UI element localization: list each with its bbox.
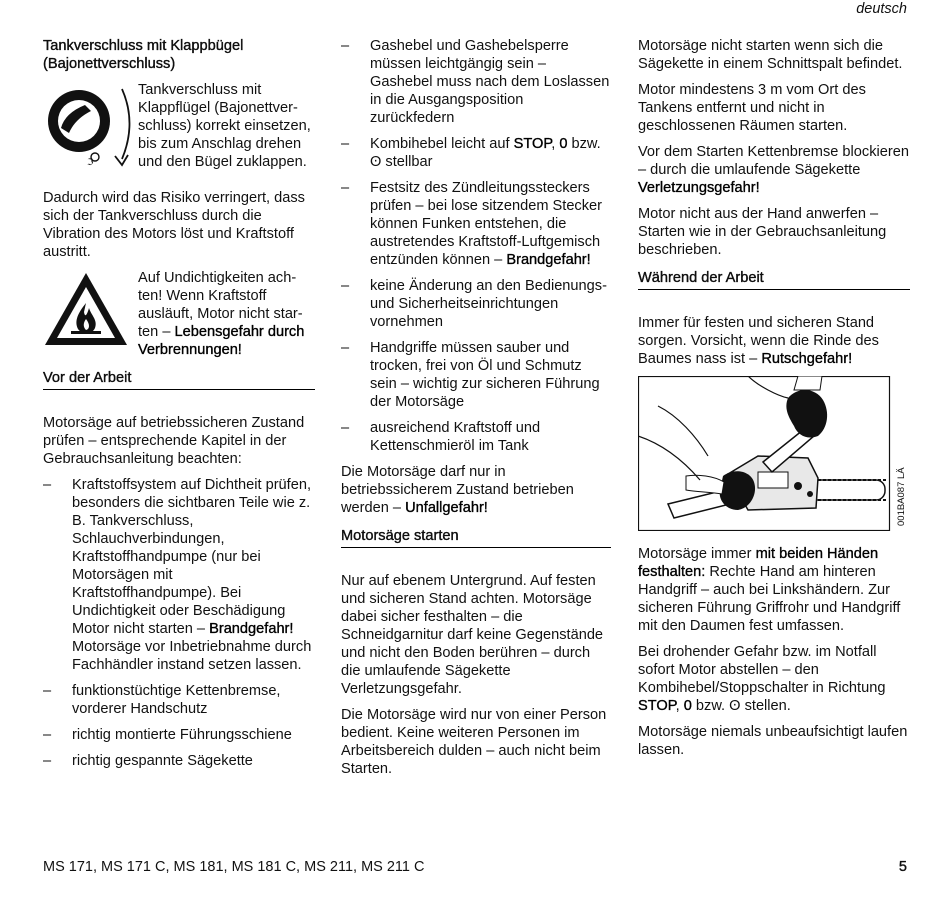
- safe-condition-paragraph: [341, 463, 611, 517]
- no-start-in-cut: Motorsäge nicht starten wenn sich die Sägekette in einem Schnittspalt befindet.: [638, 38, 903, 72]
- list-item: – Handgriffe müssen sauber und trocken, frei von Öl und Schmutz sein – wichtig zur sicheren Führung der Motorsäge: [341, 339, 611, 411]
- list-item: – funktionstüchtige Kettenbremse, vorderer Handschutz: [43, 682, 315, 718]
- master-control-text: Kombihebel leicht auf: [370, 136, 510, 152]
- column-left: [43, 37, 315, 778]
- two-hands-emphasis: mit beiden Händen festhalten:: [638, 546, 879, 580]
- chain-brake-paragraph: [638, 143, 910, 197]
- dealer-repair-note: Motorsäge vor Inbetriebnahme durch Fachhändler instand setzen lassen.: [72, 639, 312, 673]
- fire-hazard-warning: Brandgefahr!: [506, 252, 591, 268]
- svg-text:ℑ: ℑ: [87, 157, 94, 167]
- chainsaw-grip-illustration: [638, 376, 910, 531]
- language-label: deutsch: [856, 1, 907, 17]
- two-hands-text: Motorsäge immer: [638, 546, 752, 562]
- during-work-heading: Während der Arbeit: [638, 269, 910, 290]
- fire-warning-row: [43, 269, 315, 359]
- list-item: – ausreichend Kraftstoff und Kettenschmieröl im Tank: [341, 419, 611, 455]
- fire-warning-emphasis: Lebensgefahr durch Verbrennungen!: [138, 324, 305, 358]
- accident-hazard-warning: Unfallgefahr!: [405, 500, 488, 516]
- stop-label: STOP: [638, 698, 676, 714]
- emergency-stop-paragraph: [638, 643, 910, 715]
- list-item: – Gashebel und Gashebelsperre müssen leichtgängig sein – Gashebel muss nach dem Loslassen in die Ausgangsposition zurückfedern: [341, 37, 611, 127]
- safe-condition-text: Die Motorsäge darf nur in betriebssicherem Zustand betrieben werden –: [341, 464, 574, 516]
- master-control-end: stellbar: [385, 154, 433, 170]
- fire-warning-body: Auf Undichtigkeiten ach-ten! Wenn Kraftstoff ausläuft, Motor nicht star-ten –: [138, 270, 303, 340]
- list-item: – richtig montierte Führungsschiene: [43, 726, 315, 744]
- separator: ,: [551, 136, 556, 152]
- injury-hazard-warning: Verletzungsgefahr!: [638, 180, 760, 196]
- starting-heading: Motorsäge starten: [341, 527, 611, 548]
- list-item: [341, 135, 611, 171]
- list-item: [43, 476, 315, 674]
- slip-hazard-warning: Rutschgefahr!: [761, 351, 853, 367]
- starting-paragraph-1: Nur auf ebenem Untergrund. Auf festen und sicheren Stand achten. Motorsäge dabei sicher festhalten – die Schneidgarnitur darf keine Gegenstände und nicht den Boden berühren – durch die umlaufende Sägekette Verletzungsgefahr.: [341, 573, 604, 697]
- fire-hazard-warning: Brandgefahr!: [209, 621, 294, 637]
- fire-warning-icon: [43, 269, 138, 354]
- before-work-intro: Motorsäge auf betriebssicheren Zustand prüfen – entsprechende Kapitel in der Gebrauchsanleitung beachten:: [43, 415, 305, 467]
- list-item: – richtig gespannte Sägekette: [43, 752, 315, 770]
- tank-cap-heading: Tankverschluss mit Klappbügel (Bajonettverschluss): [43, 38, 244, 72]
- check-list-continued: [341, 37, 611, 455]
- unattended-paragraph: Motorsäge niemals unbeaufsichtigt laufen lassen.: [638, 724, 908, 758]
- figure-code: 001BA087 LÄ: [896, 467, 907, 526]
- two-hands-paragraph: [638, 545, 910, 635]
- emergency-text: Bei drohender Gefahr bzw. im Notfall sofort Motor abstellen – den Kombihebel/Stoppschalter in Richtung: [638, 644, 886, 696]
- zero-label: 0: [559, 136, 568, 152]
- list-item: – keine Änderung an den Bedienungs- und Sicherheitseinrichtungen vornehmen: [341, 277, 611, 331]
- stop-symbol-icon: ʘ: [370, 154, 382, 170]
- stop-label: STOP: [513, 136, 552, 152]
- list-item: [341, 179, 611, 269]
- starting-paragraph-2: Die Motorsäge wird nur von einer Person bedient. Keine weiteren Personen im Arbeitsbereich dulden – auch nicht beim Starten.: [341, 707, 607, 777]
- separator: ,: [675, 698, 680, 714]
- conjunction: bzw.: [571, 136, 601, 152]
- tank-cap-icon: [43, 81, 138, 181]
- fuel-system-check: Kraftstoffsystem auf Dichtheit prüfen, besonders die sichtbaren Teile wie z. B. Tankverschluss, Schlauchverbindungen, Kraftstoffhandpumpe (nur bei Motorsägen mit Kraftstoffhandpumpe). Bei Undichtigkeit oder Beschädigung Motor nicht starten –: [72, 477, 312, 637]
- before-work-heading: Vor der Arbeit: [43, 369, 315, 390]
- chain-brake-text: Vor dem Starten Kettenbremse blockieren – durch die umlaufende Sägekette: [638, 144, 909, 178]
- emergency-end: stellen.: [744, 698, 791, 714]
- stop-symbol-icon: ʘ: [729, 698, 741, 714]
- tank-cap-instruction: Tankverschluss mit Klappflügel (Bajonettver-schluss) korrekt einsetzen, bis zum Anschlag drehen und den Bügel zuklappen.: [138, 82, 311, 170]
- page-number: 5: [898, 859, 907, 875]
- conjunction: bzw.: [695, 698, 726, 714]
- tank-cap-figure-row: [43, 81, 315, 181]
- no-drop-start: Motor nicht aus der Hand anwerfen – Starten wie in der Gebrauchsanleitung beschrieben.: [638, 206, 887, 258]
- grip-instructions: Rechte Hand am hinteren Handgriff – auch bei Linkshändern. Zur sicheren Führung Griffrohr und Handgriff mit den Daumen fest umfassen.: [638, 564, 901, 634]
- before-work-list: [43, 476, 315, 770]
- zero-label: 0: [683, 698, 692, 714]
- spark-plug-check: Festsitz des Zündleitungssteckers prüfen – bei lose sitzendem Stecker können Funken entstehen, die austretendes Kraftstoff-Luftgemisch entzünden können –: [370, 180, 603, 268]
- fire-warning-text: [138, 269, 315, 359]
- tank-cap-paragraph: Dadurch wird das Risiko verringert, dass sich der Tankverschluss durch die Vibration des Motors löst und Kraftstoff austritt.: [43, 190, 305, 260]
- column-right: [638, 37, 910, 767]
- start-distance: Motor mindestens 3 m vom Ort des Tankens entfernt und nicht in geschlossenen Räumen starten.: [638, 82, 866, 134]
- column-middle: [341, 37, 611, 786]
- footing-paragraph: [638, 314, 910, 368]
- footing-text: Immer für festen und sicheren Stand sorgen. Vorsicht, wenn die Rinde des Baumes nass ist –: [638, 315, 879, 367]
- model-list-footer: MS 171, MS 171 C, MS 181, MS 181 C, MS 211, MS 211 C: [43, 859, 425, 875]
